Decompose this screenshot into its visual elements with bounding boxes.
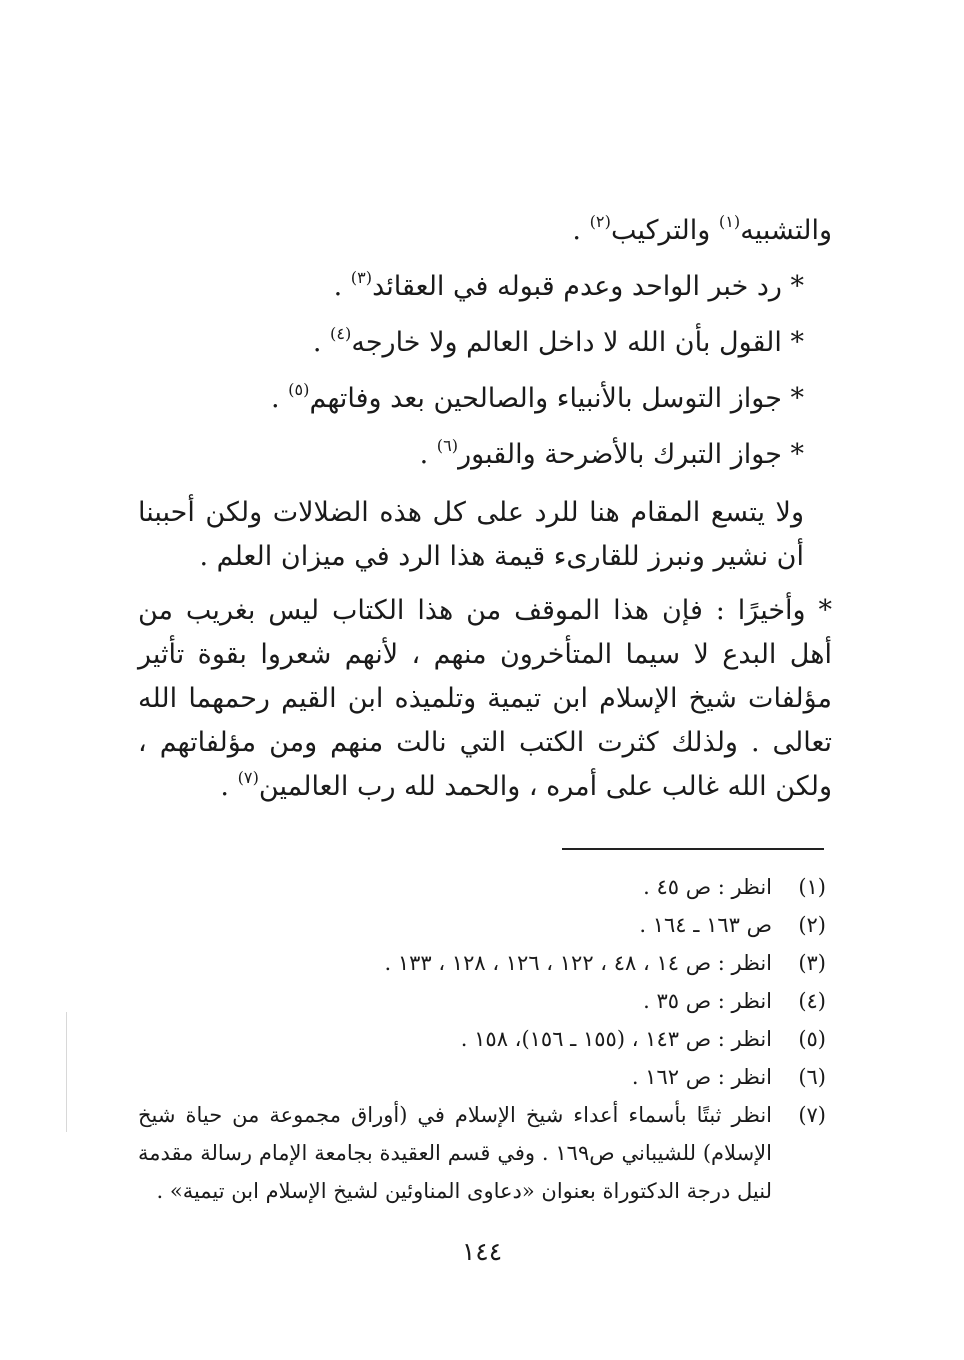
footnote-ref[interactable]: (٧) [237,767,259,787]
footnote-text: انظر ثبتًا بأسماء أعداء شيخ الإسلام في (أوراق مجموعة من حياة شيخ الإسلام) للشيباني ص١٦٩ . وفي قسم العقيدة بجامعة الإمام رسالة مقدمة لنيل درجة الدكتوراة بعنوان «دعاوى المناوئين لشيخ الإسلام ابن تيمية» . [138,1103,772,1203]
bullet-item [138,371,832,427]
bullet-item [138,427,832,483]
footnotes-section [138,868,832,1210]
footnote [138,1020,832,1058]
footnote-number: (٣) [798,951,826,975]
footnote-text: انظر : ص ١٤ ، ٤٨ ، ١٢٢ ، ١٢٦ ، ١٢٨ ، ١٣٣ . [384,951,772,975]
text-segment: . [333,271,351,302]
footnote-ref[interactable]: (١) [718,211,741,231]
footnote [138,1058,832,1096]
text-segment: . [312,327,331,358]
footnote-text: ص ١٦٣ ـ ١٦٤ . [639,913,772,937]
footnote-number: (١) [798,875,826,899]
continuation-line [138,203,832,259]
text-segment: . [419,439,437,470]
footnote-number: (٧) [798,1103,826,1127]
footnote-number: (٤) [798,989,826,1013]
footnote-ref[interactable]: (٢) [589,211,611,231]
footnote [138,906,832,944]
footnote [138,944,832,982]
footnote-number: (٢) [798,913,826,937]
bullet-text: * جواز التبرك بالأضرحة والقبور [458,439,804,470]
paragraph-text: * وأخيرًا : فإن هذا الموقف من هذا الكتاب ليس بغريب من أهل البدع لا سيما المتأخرون منهم ، لأنهم شعروا بقوة تأثير مؤلفات شيخ الإسلام ابن تيمية وتلميذه ابن القيم رحمهما الله تعالى . ولذلك كثرت الكتب التي نالت منهم ومن مؤلفاتهم ، ولكن الله غالب على أمره ، والحمد لله رب العالمين [138,595,832,802]
footnote-ref[interactable]: (٤) [330,323,352,343]
bullet-text: * رد خبر الواحد وعدم قبوله في العقائد [372,271,804,302]
paragraph: ولا يتسع المقام هنا للرد على كل هذه الضلالات ولكن أحببنا أن نشير ونبرز للقارىء قيمة هذا الرد في ميزان العلم . [138,497,804,572]
text-segment: والتشبيه [740,215,832,246]
footnote-text: انظر : ص ١٦٢ . [631,1065,772,1089]
footnote-number: (٦) [798,1065,826,1089]
paragraph [138,589,832,809]
text-segment: . [572,215,590,246]
footnote-ref[interactable]: (٥) [288,379,310,399]
main-text [138,203,832,809]
bullet-item [138,259,832,315]
footnote-text: انظر : ص ٣٥ . [643,989,772,1013]
bullet-text: * جواز التوسل بالأنبياء والصالحين بعد وفاتهم [309,383,804,414]
page-number: ١٤٤ [461,1237,503,1266]
scan-margin-line [66,1012,67,1132]
footnote-text: انظر : ص ١٤٣ ، (١٥٥ ـ ١٥٦)، ١٥٨ . [460,1027,772,1051]
text-segment: والتركيب [610,215,719,246]
footnote [138,868,832,906]
text-segment: . [270,383,289,414]
bullet-item [138,315,832,371]
bullet-text: * القول بأن الله لا داخل العالم ولا خارجه [351,327,804,358]
footnote-ref[interactable]: (٣) [350,267,373,287]
footnote [138,982,832,1020]
text-segment: . [220,771,238,802]
footnote [138,1096,832,1210]
footnote-number: (٥) [798,1027,826,1051]
footnote-text: انظر : ص ٤٥ . [643,875,772,899]
footnote-divider [562,848,824,850]
footnote-ref[interactable]: (٦) [436,435,459,455]
